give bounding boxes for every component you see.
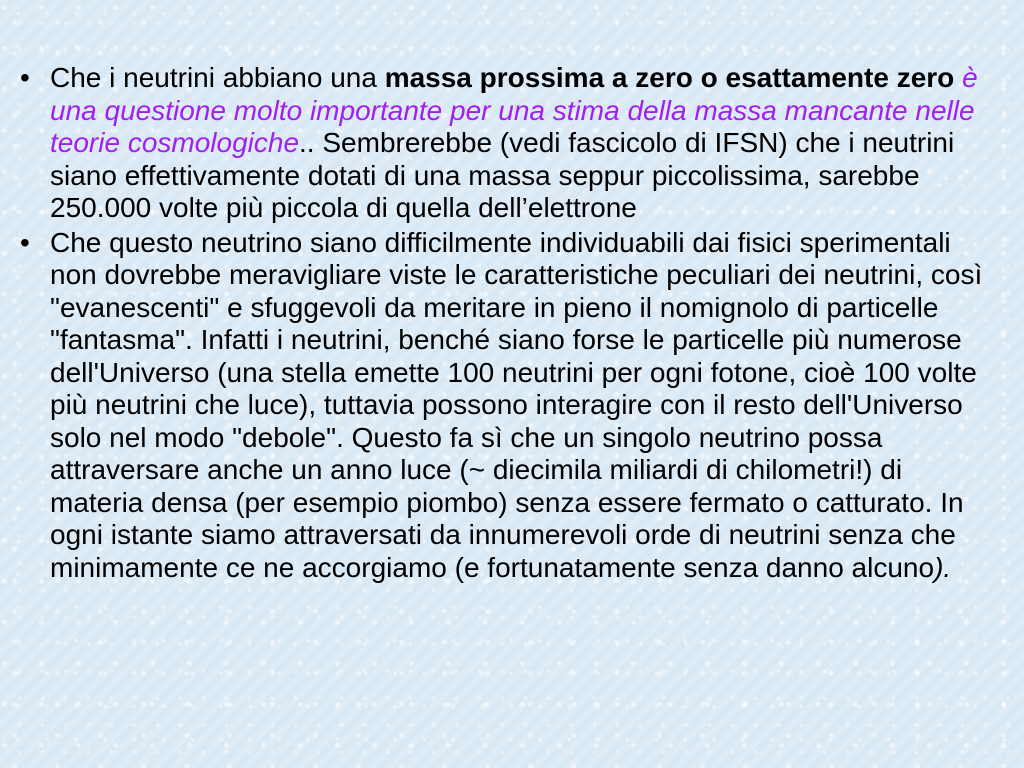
bullet-2-closing: ). (934, 551, 952, 583)
bullet-item-neutrino-mass (20, 62, 995, 225)
bullet-2-text: Che questo neutrino siano difficilmente individuabili dai fisici sperimentali non dovrebbe meravigliare viste le caratteristiche peculiari dei neutrini, così "evanescenti" e sfuggevoli da meritare in pieno il nomignolo di particelle "fantasma". Infatti i neutrini, benché siano forse le particelle più numerose dell'Universo (una stella emette 100 neutrini per ogni fotone, cioè 100 volte più neutrini che luce), tuttavia possono interagire con il resto dell'Universo solo nel modo "debole". Questo fa sì che un singolo neutrino possa attraversare anche un anno luce (~ diecimila miliardi di chilometri!) di materia densa (per esempio piombo) senza essere fermato o catturato. In ogni istante siamo attraversati da innumerevoli orde di neutrini senza che minimamente ce ne accorgiamo (e fortunatamente senza danno alcuno (50, 226, 983, 583)
bullet-item-neutrino-detection (20, 227, 995, 585)
bullet-1-highlight-phrase: è una questione molto importante per una stima della massa mancante nelle teorie cosmologiche (50, 62, 978, 158)
bullet-list (20, 62, 995, 586)
bullet-1-space (954, 62, 962, 93)
bullet-1-text-intro: Che i neutrini abbiano una (50, 62, 385, 93)
bullet-icon: • (20, 62, 30, 93)
bullet-1-bold-phrase: massa prossima a zero o esattamente zero (384, 62, 955, 93)
bullet-1-text-rest: .. Sembrerebbe (vedi fascicolo di IFSN) che i neutrini siano effettivamente dotati di una massa seppur piccolissima, sarebbe 250.000 volte più piccola di quella dell’elettrone (50, 127, 955, 223)
bullet-icon: • (20, 226, 30, 258)
